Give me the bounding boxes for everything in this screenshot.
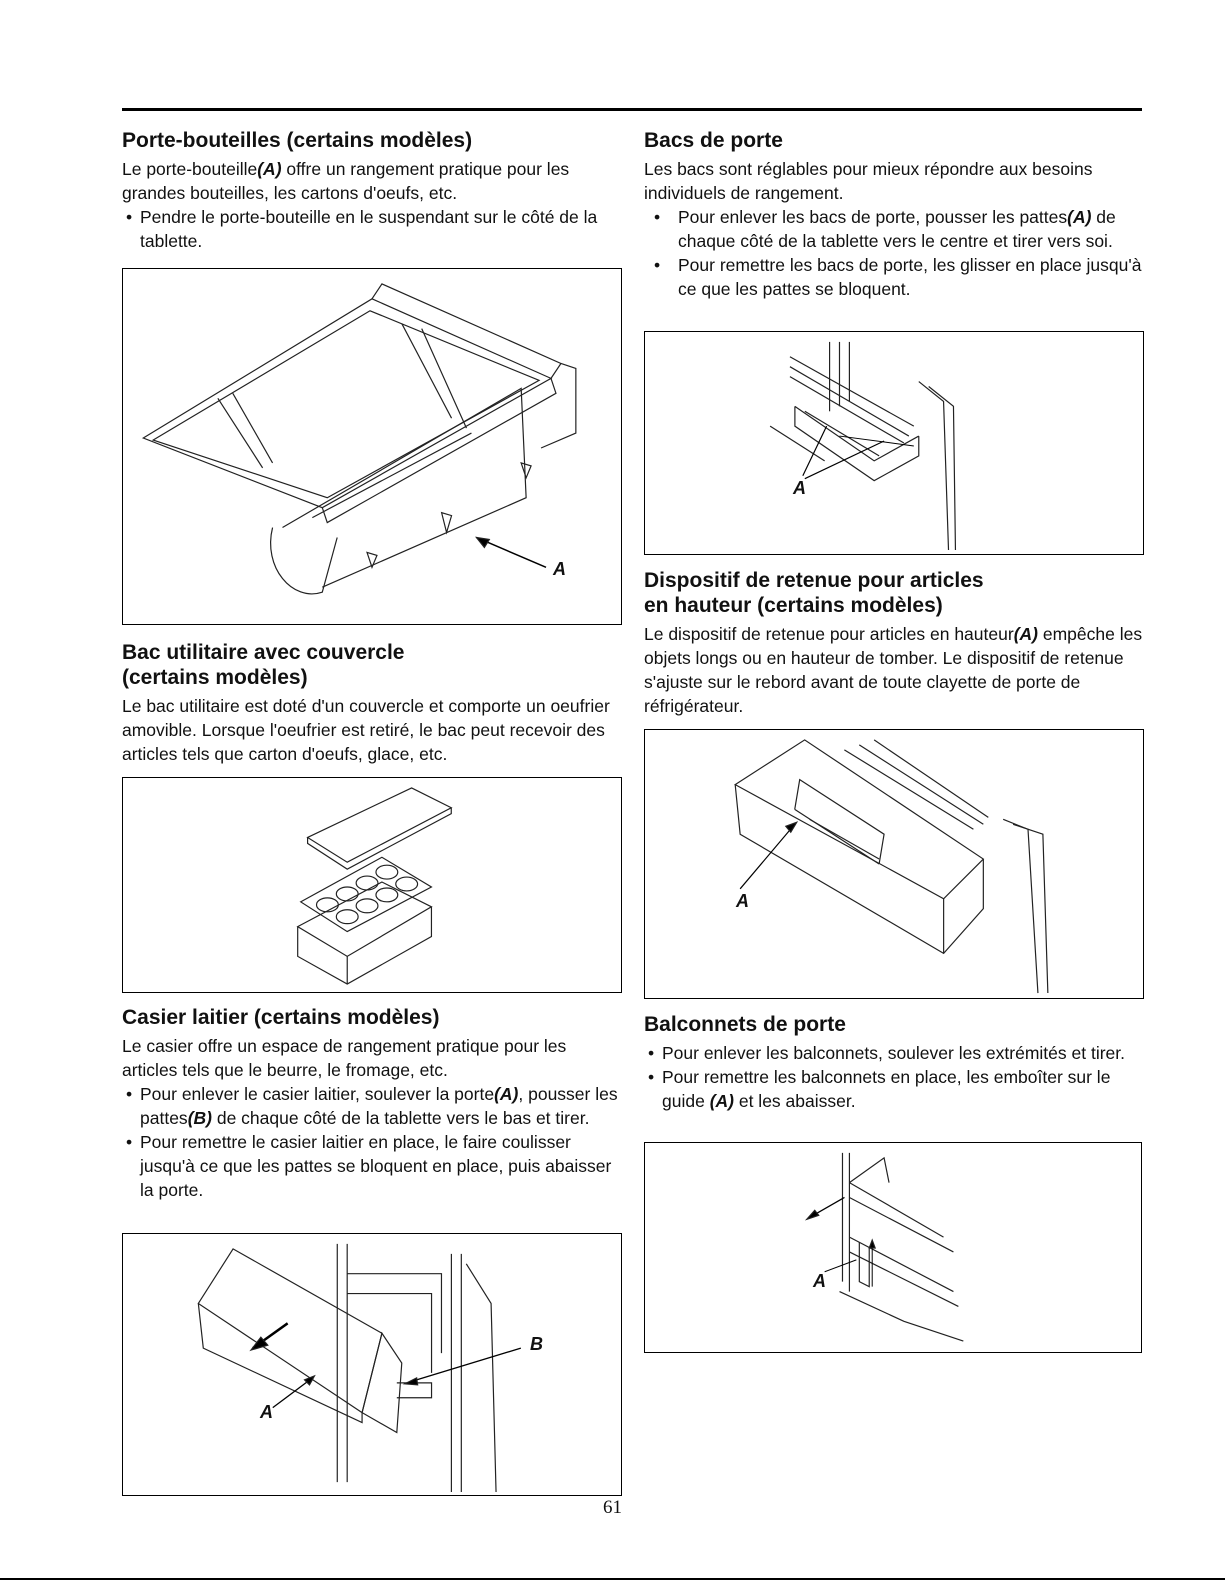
list-item-text: Pour enlever les balconnets, soulever les extrémités et tirer. xyxy=(662,1043,1125,1063)
list-item: • Pour remettre le casier laitier en place, le faire coulisser jusqu'à ce que les pattes se bloquent en place, puis abaisser la porte. xyxy=(126,1132,612,1200)
list-item: • Pour enlever les bacs de porte, pousser les pattes(A) de chaque côté de la tablette vers le centre et tirer vers soi. xyxy=(654,207,1116,251)
bullet-list xyxy=(644,205,1144,301)
door-bins-illustration xyxy=(645,332,1143,554)
section-title: Bacs de porte xyxy=(644,129,783,152)
figure-label-a: A xyxy=(553,559,566,579)
text-part: Pour enlever les bacs de porte, pousser les pattes xyxy=(678,207,1068,227)
title-line-2: en hauteur (certains modèles) xyxy=(644,594,943,617)
text-part: Pour enlever le casier laitier, soulever la porte xyxy=(140,1084,495,1104)
list-item: • Pour enlever le casier laitier, soulever la porte(A), pousser les pattes(B) de chaque côté de la tablette vers le bas et tirer. xyxy=(126,1084,618,1128)
bottle-holder-figure xyxy=(122,268,622,625)
bottom-rule xyxy=(0,1578,1225,1580)
figure-label-a: A xyxy=(793,478,806,498)
reference-b: (B) xyxy=(187,1108,212,1128)
list-item: • Pour remettre les bacs de porte, les glisser en place jusqu'à ce que les pattes se bloquent. xyxy=(654,255,1142,299)
section-title: Casier laitier (certains modèles) xyxy=(122,1006,440,1029)
balconies-illustration xyxy=(645,1143,1141,1352)
section-title xyxy=(122,640,622,690)
reference-a: (A) xyxy=(1067,207,1092,227)
title-line-2: (certains modèles) xyxy=(122,666,308,689)
section-title xyxy=(644,568,1144,618)
list-item-text: Pour remettre les bacs de porte, les glisser en place jusqu'à ce que les pattes se bloquent. xyxy=(678,255,1142,299)
section-text xyxy=(122,157,622,205)
tall-item-figure xyxy=(644,729,1144,999)
title-line-1: Bac utilitaire avec couvercle xyxy=(122,641,405,664)
top-rule xyxy=(122,108,1142,111)
figure-label-a: A xyxy=(736,891,749,911)
bottle-holder-illustration xyxy=(123,269,621,624)
section-balconies xyxy=(644,1012,1144,1113)
section-text xyxy=(644,622,1144,718)
section-door-bins xyxy=(644,128,1144,301)
dairy-illustration xyxy=(123,1234,621,1495)
section-text: Le casier offre un espace de rangement pratique pour les articles tels que le beurre, le fromage, etc. xyxy=(122,1036,567,1080)
utility-bin-illustration xyxy=(123,778,621,992)
section-title: Balconnets de porte xyxy=(644,1013,846,1036)
page-number: 61 xyxy=(603,1497,622,1518)
title-line-1: Dispositif de retenue pour articles xyxy=(644,569,984,592)
reference-a: (A) xyxy=(257,159,282,179)
text-part: , pousser les pattes xyxy=(140,1084,618,1128)
utility-bin-figure xyxy=(122,777,622,993)
list-item: • Pendre le porte-bouteille en le suspendant sur le côté de la tablette. xyxy=(126,207,598,251)
bullet-list xyxy=(122,205,622,253)
text-part: offre un rangement pratique pour les grandes bouteilles, les cartons d'oeufs, etc. xyxy=(122,159,570,203)
dairy-figure xyxy=(122,1233,622,1496)
balconies-figure xyxy=(644,1142,1142,1353)
reference-a: (A) xyxy=(709,1091,734,1111)
list-item: • Pour remettre les balconnets en place, les emboîter sur le guide (A) et les abaisser. xyxy=(648,1067,1111,1111)
section-text: Le bac utilitaire est doté d'un couvercle et comporte un oeufrier amovible. Lorsque l'oeufrier est retiré, le bac peut recevoir des articles tels que carton d'oeufs, glace, etc. xyxy=(122,696,610,764)
figure-label-a: A xyxy=(260,1402,273,1422)
reference-a: (A) xyxy=(494,1084,519,1104)
figure-label-b: B xyxy=(530,1334,543,1354)
section-title: Porte-bouteilles (certains modèles) xyxy=(122,129,473,152)
bullet-list xyxy=(644,1041,1144,1113)
text-part: Le porte-bouteille xyxy=(122,159,258,179)
list-item: • Pour enlever les balconnets, soulever les extrémités et tirer. xyxy=(648,1043,1125,1063)
text-part: Le dispositif de retenue pour articles en hauteur xyxy=(644,624,1014,644)
text-part: Pour remettre les balconnets en place, les emboîter sur le guide xyxy=(662,1067,1111,1111)
text-part: empêche les objets longs ou en hauteur de tomber. Le dispositif de retenue s'ajuste sur le rebord avant de toute clayette de porte de réfrigérateur. xyxy=(644,624,1143,716)
text-part: et les abaisser. xyxy=(733,1091,856,1111)
text-part: de chaque côté de la tablette vers le centre et tirer vers soi. xyxy=(678,207,1116,251)
section-utility-bin xyxy=(122,640,622,766)
reference-a: (A) xyxy=(1013,624,1038,644)
bullet-list xyxy=(122,1082,622,1202)
text-part: de chaque côté de la tablette vers le bas et tirer. xyxy=(211,1108,590,1128)
section-dairy xyxy=(122,1005,622,1202)
list-item-text: Pour remettre le casier laitier en place, le faire coulisser jusqu'à ce que les pattes se bloquent en place, puis abaisser la porte. xyxy=(140,1132,612,1200)
section-text: Les bacs sont réglables pour mieux répondre aux besoins individuels de rangement. xyxy=(644,159,1093,203)
tall-item-illustration xyxy=(645,730,1143,998)
figure-label-a: A xyxy=(813,1271,826,1291)
section-bottle-holder xyxy=(122,128,622,253)
door-bins-figure xyxy=(644,331,1144,555)
section-tall-item xyxy=(644,568,1144,718)
list-item-text: Pendre le porte-bouteille en le suspendant sur le côté de la tablette. xyxy=(140,207,598,251)
